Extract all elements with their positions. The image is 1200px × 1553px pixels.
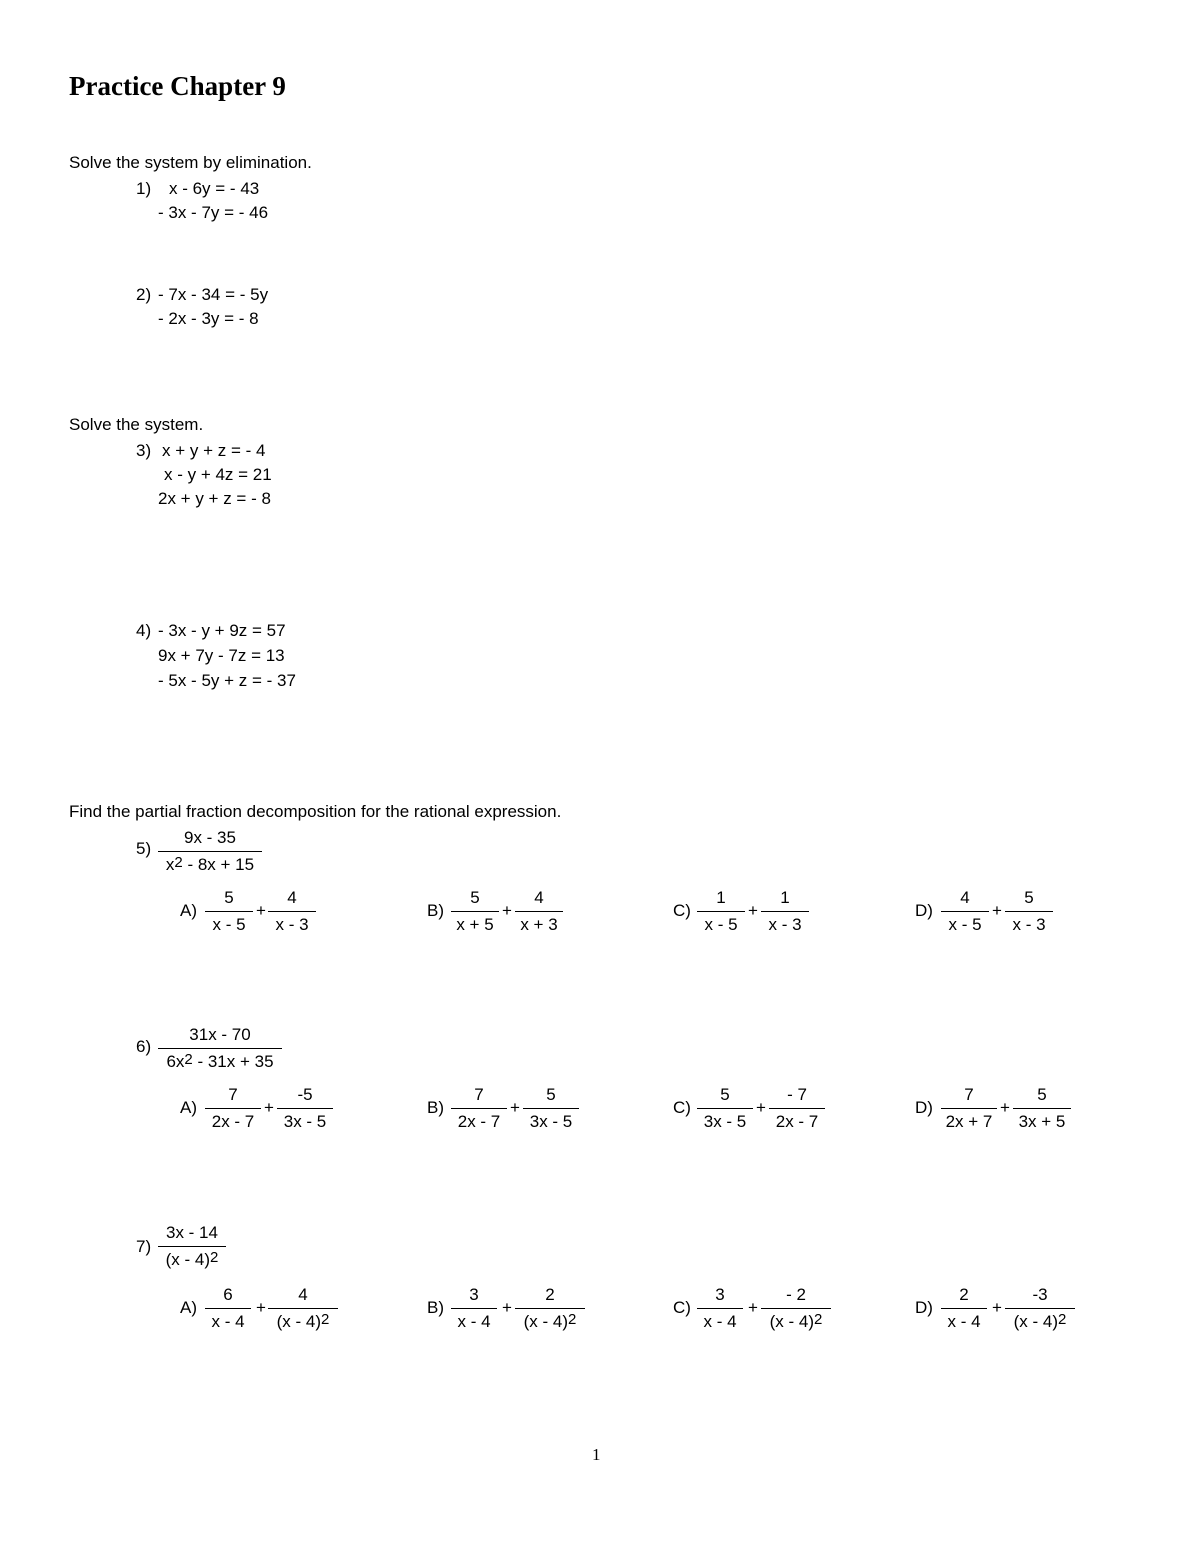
page-title: Practice Chapter 9 bbox=[69, 71, 286, 101]
fraction-bar bbox=[158, 1246, 226, 1247]
choice-label-b[interactable]: B) bbox=[427, 1298, 444, 1317]
choice-fraction: -3 (x - 4)$^2$ bbox=[1005, 1286, 1075, 1336]
fraction-denominator: (x - 4)$^2$ bbox=[165, 1249, 219, 1269]
problem-fraction bbox=[158, 1224, 226, 1274]
equation-line: - 2x - 3y = - 8 bbox=[158, 309, 259, 328]
fraction-numerator: 9x - 35 bbox=[184, 828, 236, 847]
equation-line: - 3x - y + 9z = 57 bbox=[158, 621, 286, 640]
choice-label-d[interactable]: D) bbox=[915, 1298, 933, 1317]
equation-line: - 3x - 7y = - 46 bbox=[158, 203, 269, 222]
choice-fraction: - 2 (x - 4)$^2$ bbox=[761, 1286, 831, 1336]
problem-fraction bbox=[158, 1026, 282, 1074]
section-instruction: Find the partial fraction decomposition for the rational expression. bbox=[69, 802, 562, 821]
plus-sign: + bbox=[1000, 1098, 1010, 1117]
choice-fraction: 7 2x - 7 bbox=[205, 1086, 261, 1132]
choice-fraction: 7 2x + 7 bbox=[941, 1086, 997, 1132]
fraction-numerator: 3x - 14 bbox=[166, 1223, 218, 1242]
choice-fraction: 4 x - 3 bbox=[268, 889, 316, 935]
choice-fraction: 3 x - 4 bbox=[697, 1286, 743, 1336]
problem-fraction bbox=[158, 829, 262, 877]
choice-label-d[interactable]: D) bbox=[915, 1098, 933, 1117]
equation-line: 9x + 7y - 7z = 13 bbox=[158, 646, 285, 665]
choice-label-b[interactable]: B) bbox=[427, 1098, 444, 1117]
section-instruction: Solve the system. bbox=[69, 415, 204, 434]
fraction-denominator: $6x^2 - 31x + 35$ bbox=[166, 1051, 274, 1071]
plus-sign: + bbox=[256, 901, 266, 920]
plus-sign: + bbox=[256, 1298, 266, 1317]
page-number: 1 bbox=[592, 1445, 601, 1464]
equation-line: - 5x - 5y + z = - 37 bbox=[158, 671, 296, 690]
choice-fraction: 2 x - 4 bbox=[941, 1286, 987, 1336]
choice-label-a[interactable]: A) bbox=[180, 1298, 197, 1317]
plus-sign: + bbox=[264, 1098, 274, 1117]
problem-label: 6) bbox=[136, 1037, 152, 1056]
choice-label-c[interactable]: C) bbox=[673, 901, 691, 920]
choice-label-a[interactable]: A) bbox=[180, 1098, 197, 1117]
plus-sign: + bbox=[756, 1098, 766, 1117]
fraction-bar bbox=[158, 1048, 282, 1049]
plus-sign: + bbox=[748, 1298, 758, 1317]
choice-fraction: 7 2x - 7 bbox=[451, 1086, 507, 1132]
plus-sign: + bbox=[748, 901, 758, 920]
section-instruction: Solve the system by elimination. bbox=[69, 153, 312, 172]
choice-fraction: 3 x - 4 bbox=[451, 1286, 497, 1336]
choice-fraction: 1 x - 5 bbox=[697, 889, 745, 935]
problem-label: 3) bbox=[136, 441, 152, 460]
problem-label: 1) bbox=[136, 179, 152, 198]
problem-label: 5) bbox=[136, 839, 152, 858]
choice-fraction: 1 x - 3 bbox=[761, 889, 809, 935]
plus-sign: + bbox=[502, 901, 512, 920]
plus-sign: + bbox=[992, 901, 1002, 920]
fraction-bar bbox=[158, 851, 262, 852]
problem-label: 2) bbox=[136, 285, 152, 304]
choice-fraction: 5 3x - 5 bbox=[697, 1086, 753, 1132]
plus-sign: + bbox=[992, 1298, 1002, 1317]
choice-label-c[interactable]: C) bbox=[673, 1298, 691, 1317]
plus-sign: + bbox=[502, 1298, 512, 1317]
choice-fraction: 4 x + 3 bbox=[515, 889, 563, 935]
choice-fraction: 5 x + 5 bbox=[451, 889, 499, 935]
equation-line: - 7x - 34 = - 5y bbox=[158, 285, 269, 304]
choice-fraction: 4 (x - 4)$^2$ bbox=[268, 1286, 338, 1336]
fraction-denominator: $x^2 - 8x + 15$ bbox=[165, 854, 255, 874]
choice-label-c[interactable]: C) bbox=[673, 1098, 691, 1117]
choice-fraction: 5 3x + 5 bbox=[1013, 1086, 1071, 1132]
choice-fraction: 5 x - 3 bbox=[1005, 889, 1053, 935]
choice-fraction: 5 x - 5 bbox=[205, 889, 253, 935]
choice-fraction: 6 x - 4 bbox=[205, 1286, 251, 1336]
equation-line: 2x + y + z = - 8 bbox=[158, 489, 271, 508]
choice-label-a[interactable]: A) bbox=[180, 901, 197, 920]
choice-fraction: -5 3x - 5 bbox=[277, 1086, 333, 1132]
fraction-numerator: 31x - 70 bbox=[189, 1025, 251, 1044]
choice-fraction: - 7 2x - 7 bbox=[769, 1086, 825, 1132]
equation-line: x + y + z = - 4 bbox=[162, 441, 266, 460]
plus-sign: + bbox=[510, 1098, 520, 1117]
choice-fraction: 2 (x - 4)$^2$ bbox=[515, 1286, 585, 1336]
problem-label: 7) bbox=[136, 1237, 152, 1256]
problem-label: 4) bbox=[136, 621, 152, 640]
equation-line: x - 6y = - 43 bbox=[169, 179, 260, 198]
choice-fraction: 4 x - 5 bbox=[941, 889, 989, 935]
equation-line: x - y + 4z = 21 bbox=[164, 465, 272, 484]
choice-label-b[interactable]: B) bbox=[427, 901, 444, 920]
choice-label-d[interactable]: D) bbox=[915, 901, 933, 920]
choice-fraction: 5 3x - 5 bbox=[523, 1086, 579, 1132]
